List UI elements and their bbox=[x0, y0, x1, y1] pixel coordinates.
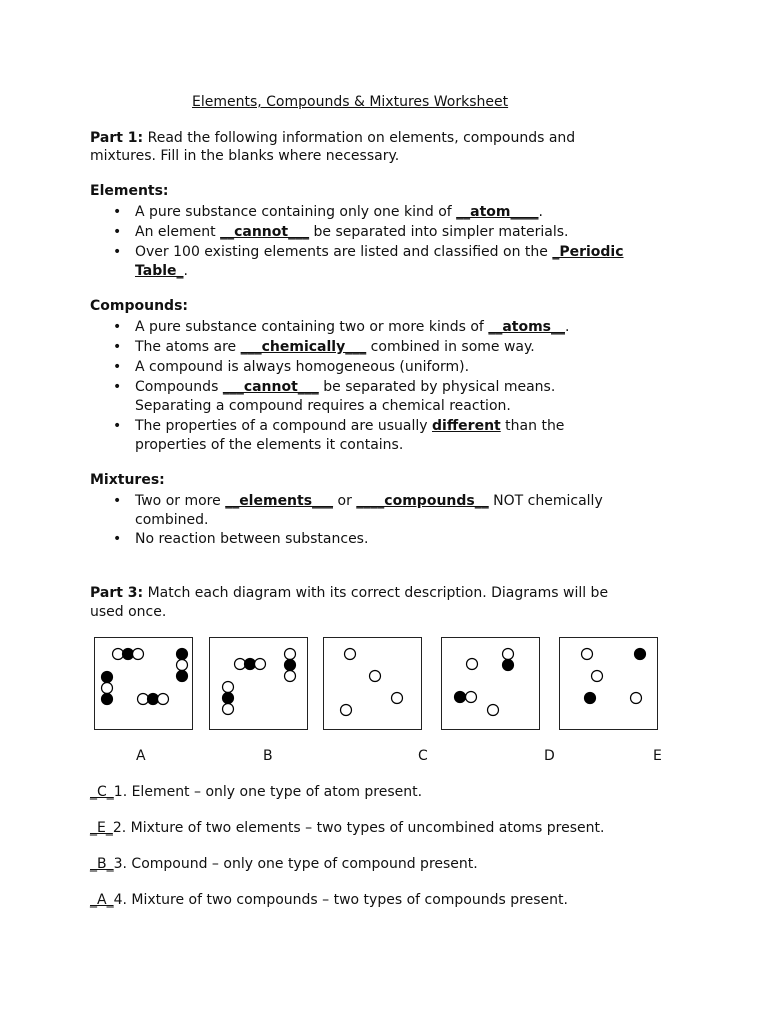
bullet-icon: • bbox=[113, 204, 122, 220]
compounds-bullet-4 bbox=[135, 378, 555, 397]
elements-bullet-3 bbox=[135, 243, 624, 262]
compounds-bullet-2 bbox=[135, 338, 535, 357]
part1-intro-line1 bbox=[90, 129, 575, 148]
text-post: . bbox=[538, 204, 543, 220]
text-post: combined in some way. bbox=[366, 339, 535, 355]
text-post: be separated by physical means. bbox=[318, 379, 556, 395]
text-post: . bbox=[183, 263, 188, 279]
diagram-a bbox=[94, 637, 193, 730]
answer-blank: _Periodic bbox=[552, 244, 624, 260]
compounds-bullet-5 bbox=[135, 417, 564, 436]
answer-blank: _E_ bbox=[90, 820, 113, 836]
answer-blank: _C_ bbox=[90, 784, 114, 800]
text-post: NOT chemically bbox=[488, 493, 603, 509]
mixtures-bullet-2: No reaction between substances. bbox=[135, 531, 369, 547]
diagram-label-e: E bbox=[653, 748, 662, 764]
text-pre: Compounds bbox=[135, 379, 223, 395]
bullet-icon: • bbox=[113, 319, 122, 335]
mixtures-bullet-1 bbox=[135, 492, 603, 511]
answer-blank: __elements___ bbox=[225, 493, 334, 509]
text-pre: The properties of a compound are usually bbox=[135, 418, 433, 434]
answer-blank: different bbox=[432, 418, 501, 434]
diagram-d bbox=[441, 637, 540, 730]
elements-bullet-2 bbox=[135, 223, 569, 242]
part1-label: Part 1: bbox=[90, 130, 144, 146]
diagram-label-b: B bbox=[263, 748, 273, 764]
text-pre: A pure substance containing two or more kinds of bbox=[135, 319, 489, 335]
answer-blank: ___cannot___ bbox=[222, 379, 319, 395]
answer-blank: _A_ bbox=[90, 892, 114, 908]
answer-row-4 bbox=[90, 891, 568, 910]
diagram-label-d: D bbox=[544, 748, 555, 764]
bullet-icon: • bbox=[113, 244, 122, 260]
answer-blank: Table_ bbox=[135, 263, 184, 279]
diagram-c-particles bbox=[324, 638, 423, 731]
text-pre: An element bbox=[135, 224, 221, 240]
compounds-bullet-3: A compound is always homogeneous (uniform). bbox=[135, 359, 470, 375]
answer-blank: __cannot___ bbox=[220, 224, 310, 240]
diagram-a-particles bbox=[95, 638, 194, 731]
part3-text1: Match each diagram with its correct description. Diagrams will be bbox=[143, 585, 609, 601]
elements-bullet-3-cont bbox=[135, 262, 188, 281]
bullet-icon: • bbox=[113, 359, 122, 375]
diagram-label-c: C bbox=[418, 748, 428, 764]
compounds-bullet-5-line2: properties of the elements it contains. bbox=[135, 437, 404, 453]
text-mid: or bbox=[333, 493, 357, 509]
part1-text2: mixtures. Fill in the blanks where necessary. bbox=[90, 148, 400, 164]
answer-blank: _B_ bbox=[90, 856, 114, 872]
compounds-bullet-1 bbox=[135, 318, 569, 337]
answer-blank: ___chemically___ bbox=[240, 339, 367, 355]
text-pre: A pure substance containing only one kind of bbox=[135, 204, 457, 220]
mixtures-heading: Mixtures: bbox=[90, 472, 165, 488]
answer-blank: __atom____ bbox=[456, 204, 539, 220]
worksheet-title: Elements, Compounds & Mixtures Worksheet bbox=[192, 94, 509, 110]
answer-text: 2. Mixture of two elements – two types of uncombined atoms present. bbox=[112, 820, 605, 836]
answer-row-2 bbox=[90, 819, 604, 838]
text-post: be separated into simpler materials. bbox=[309, 224, 569, 240]
text-pre: Two or more bbox=[135, 493, 226, 509]
text-pre: The atoms are bbox=[135, 339, 241, 355]
bullet-icon: • bbox=[113, 418, 122, 434]
part3-intro-line1 bbox=[90, 584, 608, 603]
compounds-bullet-4-line2: Separating a compound requires a chemical reaction. bbox=[135, 398, 511, 414]
text-pre: Over 100 existing elements are listed and classified on the bbox=[135, 244, 553, 260]
answer-row-1 bbox=[90, 783, 422, 802]
diagram-d-particles bbox=[442, 638, 541, 731]
bullet-icon: • bbox=[113, 493, 122, 509]
elements-bullet-1 bbox=[135, 203, 543, 222]
compounds-heading: Compounds: bbox=[90, 298, 189, 314]
bullet-icon: • bbox=[113, 339, 122, 355]
part3-text2: used once. bbox=[90, 604, 167, 620]
part3-label: Part 3: bbox=[90, 585, 144, 601]
bullet-icon: • bbox=[113, 531, 122, 547]
diagram-e bbox=[559, 637, 658, 730]
elements-heading: Elements: bbox=[90, 183, 169, 199]
diagram-b-particles bbox=[210, 638, 309, 731]
answer-text: 1. Element – only one type of atom present. bbox=[113, 784, 423, 800]
diagram-e-particles bbox=[560, 638, 659, 731]
text-post: than the bbox=[500, 418, 565, 434]
answer-blank: __atoms__ bbox=[488, 319, 565, 335]
diagram-c bbox=[323, 637, 422, 730]
answer-blank: ____compounds__ bbox=[356, 493, 489, 509]
bullet-icon: • bbox=[113, 379, 122, 395]
answer-row-3 bbox=[90, 855, 478, 874]
bullet-icon: • bbox=[113, 224, 122, 240]
mixtures-bullet-1-line2: combined. bbox=[135, 512, 209, 528]
diagram-b bbox=[209, 637, 308, 730]
text-post: . bbox=[565, 319, 570, 335]
answer-text: 3. Compound – only one type of compound present. bbox=[113, 856, 478, 872]
part1-text1: Read the following information on elements, compounds and bbox=[143, 130, 576, 146]
answer-text: 4. Mixture of two compounds – two types of compounds present. bbox=[113, 892, 568, 908]
diagram-label-a: A bbox=[136, 748, 146, 764]
